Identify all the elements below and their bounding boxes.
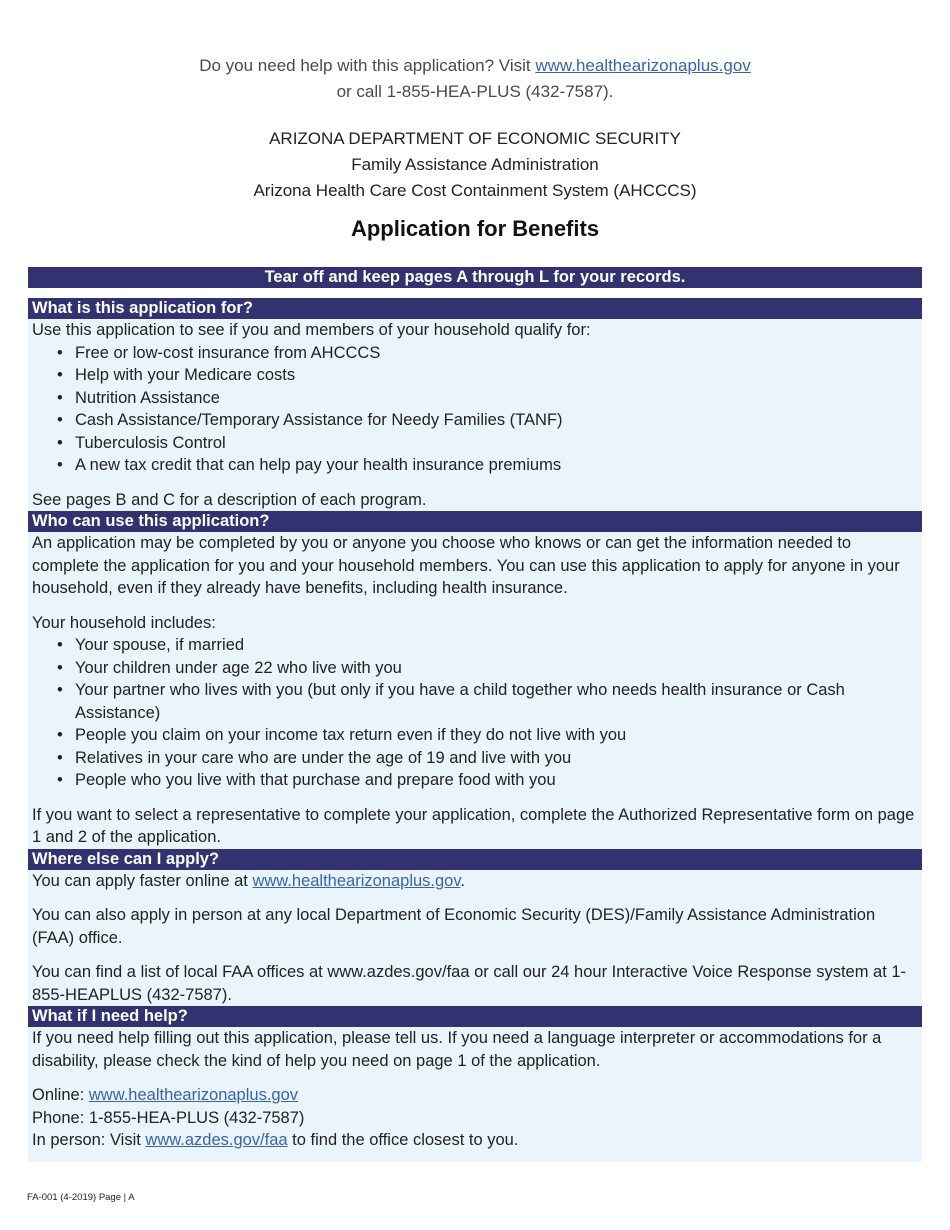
list-item: • People you claim on your income tax return even if they do not live with you (32, 724, 918, 747)
section-who (28, 532, 922, 849)
where-in-person: You can also apply in person at any local Department of Economic Security (DES)/Family Assistance Administration (FAA) office. (32, 906, 876, 947)
list-item: • People who you live with that purchase and prepare food with you (32, 769, 918, 792)
agency-name: ARIZONA DEPARTMENT OF ECONOMIC SECURITY (269, 129, 681, 148)
program-list (32, 342, 918, 477)
household-list (32, 634, 918, 792)
apply-online-link[interactable]: www.healthearizonaplus.gov (252, 871, 461, 890)
section-heading-help: What if I need help? (28, 1006, 922, 1027)
where-online: You can apply faster online at www.healthearizonaplus.gov. (32, 871, 465, 890)
list-item: • Your partner who lives with you (but only if you have a child together who needs health insurance or Cash Assistance) (32, 679, 918, 724)
page-footer: FA-001 (4-2019) Page | A (27, 1192, 135, 1203)
agency-block (0, 126, 950, 204)
azdes-faa-link[interactable]: www.azdes.gov/faa (145, 1131, 288, 1149)
what-outro: See pages B and C for a description of each program. (32, 490, 427, 509)
list-item: • Help with your Medicare costs (32, 364, 918, 387)
section-heading-who: Who can use this application? (28, 511, 922, 532)
content (28, 267, 922, 1162)
help-in-person: In person: Visit www.azdes.gov/faa to find the office closest to you. (32, 1131, 519, 1149)
list-item: • Relatives in your care who are under the age of 19 and live with you (32, 747, 918, 770)
list-item: • Tuberculosis Control (32, 432, 918, 455)
help-online-link[interactable]: www.healthearizonaplus.gov (88, 1086, 299, 1104)
section-what (28, 319, 922, 511)
who-paragraph: An application may be completed by you or anyone you choose who knows or can get the information needed to complete the application for you and your household members. You can use this application to apply for anyone in your household, even if they already have benefits, including health insurance. (32, 534, 900, 597)
list-item: • Cash Assistance/Temporary Assistance for Needy Families (TANF) (32, 409, 918, 432)
help-phone: Phone: 1-855-HEA-PLUS (432-7587) (32, 1108, 305, 1127)
where-offices: You can find a list of local FAA offices at www.azdes.gov/faa or call our 24 hour Interactive Voice Response system at 1-855-HEAPLUS (432-7587). (32, 963, 907, 1004)
help-banner (0, 53, 950, 105)
healthearizonaplus-link[interactable]: www.healthearizonaplus.gov (535, 56, 751, 75)
tear-off-banner: Tear off and keep pages A through L for your records. (28, 267, 922, 288)
list-item: • Your children under age 22 who live with you (32, 657, 918, 680)
section-help (28, 1027, 922, 1162)
list-item: • Your spouse, if married (32, 634, 918, 657)
help-online: Online: www.healthearizonaplus.gov (32, 1086, 299, 1104)
list-item: • A new tax credit that can help pay your health insurance premiums (32, 454, 918, 477)
page-title: Application for Benefits (350, 216, 600, 241)
list-item: • Free or low-cost insurance from AHCCCS (32, 342, 918, 365)
household-intro: Your household includes: (32, 613, 216, 632)
section-heading-where: Where else can I apply? (28, 849, 922, 870)
help-paragraph: If you need help filling out this application, please tell us. If you need a language interpreter or accommodations for a disability, please check the kind of help you need on page 1 of the application. (32, 1029, 882, 1070)
what-intro: Use this application to see if you and members of your household qualify for: (32, 321, 591, 339)
section-where (28, 870, 922, 1007)
section-heading-what: What is this application for? (28, 298, 922, 319)
agency-system: Arizona Health Care Cost Containment System (AHCCCS) (253, 181, 697, 200)
list-item: • Nutrition Assistance (32, 387, 918, 410)
agency-division: Family Assistance Administration (351, 155, 599, 174)
representative-note: If you want to select a representative to complete your application, complete the Authorized Representative form on page 1 and 2 of the application. (32, 805, 915, 846)
help-line-2: or call 1-855-HEA-PLUS (432-7587). (336, 82, 614, 101)
help-line-1: Do you need help with this application? Visit www.healthearizonaplus.gov (199, 56, 751, 75)
